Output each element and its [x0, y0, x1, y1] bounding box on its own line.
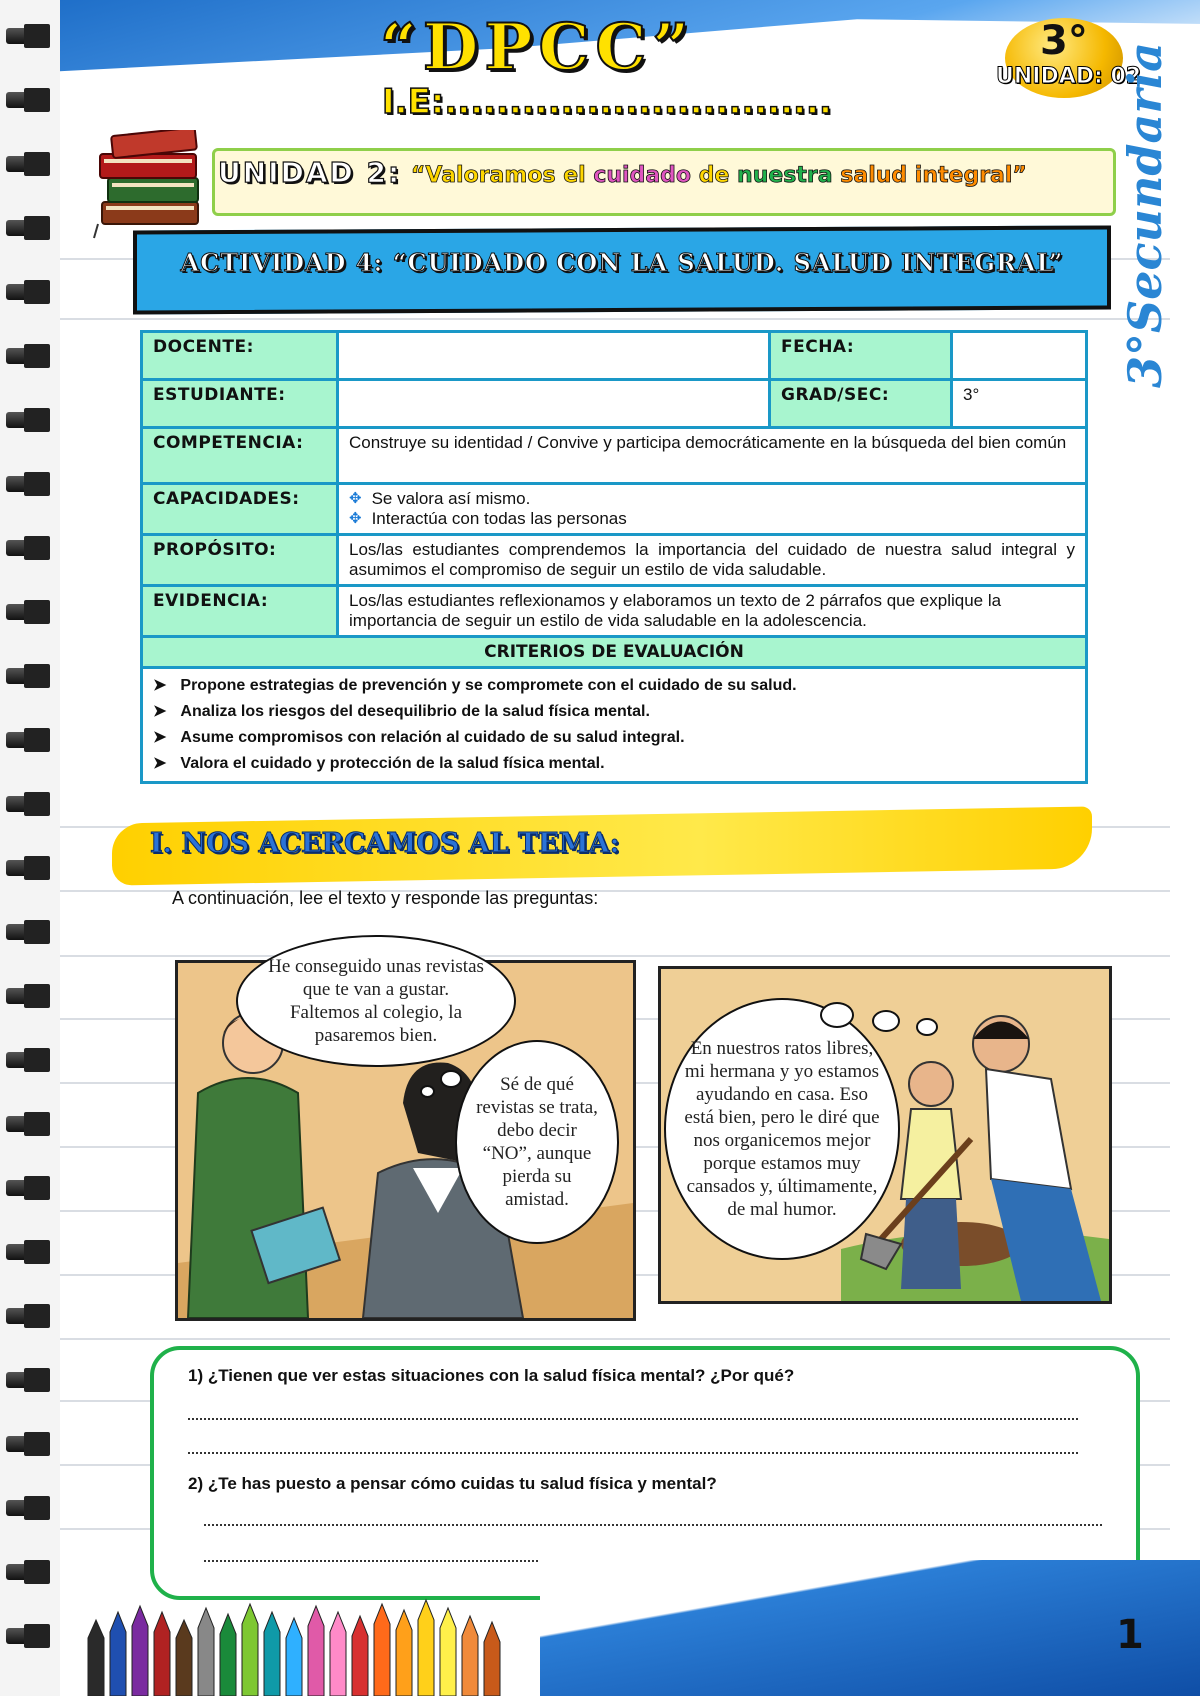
estudiante-field[interactable] — [338, 380, 770, 428]
thought-dot — [916, 1018, 938, 1036]
spiral-ring — [6, 1180, 46, 1196]
spiral-ring — [6, 1564, 46, 1580]
ruled-line — [60, 318, 1170, 320]
criterios-list — [142, 668, 1087, 783]
evidencia-value: Los/las estudiantes reflexionamos y elaboramos un texto de 2 párrafos que explique la importancia de seguir un estilo de vida saludable en la adolescencia. — [338, 586, 1087, 637]
unit-label: UNIDAD 2: — [218, 156, 402, 189]
spiral-ring — [6, 1500, 46, 1516]
question-2: 2) ¿Te has puesto a pensar cómo cuidas tu salud física y mental? — [188, 1474, 717, 1493]
thought-bubble — [664, 998, 900, 1260]
thought-dot — [440, 1070, 462, 1088]
capacidades-list — [338, 484, 1087, 535]
list-item — [153, 673, 1075, 699]
colored-pencils-icon — [78, 1598, 598, 1696]
spiral-ring — [6, 1308, 46, 1324]
answer-line[interactable] — [204, 1524, 1102, 1526]
arrow-bullet-icon: ➤ — [153, 729, 167, 746]
section-title: I. NOS ACERCAMOS AL TEMA: — [150, 828, 620, 859]
spiral-ring — [6, 1244, 46, 1260]
unit-title-part: cuidado — [593, 163, 692, 188]
grade-badge-number: 3° — [1040, 18, 1088, 64]
spiral-ring — [6, 1628, 46, 1644]
criterios-header: CRITERIOS DE EVALUACIÓN — [142, 637, 1087, 668]
ruled-line — [60, 955, 1170, 957]
spiral-ring — [6, 412, 46, 428]
speech-bubble — [236, 935, 516, 1067]
docente-label: DOCENTE: — [142, 332, 338, 380]
list-item — [153, 699, 1075, 725]
thought-dot — [820, 1002, 854, 1028]
unit-badge-label: UNIDAD: 02 — [996, 64, 1142, 89]
spiral-ring — [6, 732, 46, 748]
spiral-ring — [6, 604, 46, 620]
spiral-ring — [6, 1116, 46, 1132]
spiral-ring — [6, 92, 46, 108]
list-item — [349, 489, 1075, 509]
capacidad-text: Se valora así mismo. — [371, 489, 531, 508]
evidencia-label: EVIDENCIA: — [142, 586, 338, 637]
answer-line[interactable] — [188, 1452, 1078, 1454]
fecha-label: FECHA: — [770, 332, 952, 380]
thought-dot — [420, 1085, 435, 1098]
docente-field[interactable] — [338, 332, 770, 380]
fecha-field[interactable] — [952, 332, 1087, 380]
vertical-grade-label: 3°Secundaria — [1118, 42, 1172, 388]
criterio-text: Asume compromisos con relación al cuidado de su salud integral. — [180, 729, 685, 746]
unit-title-part: salud integral” — [832, 163, 1027, 188]
list-item — [349, 509, 1075, 529]
spiral-ring — [6, 988, 46, 1004]
arrow-bullet-icon: ➤ — [153, 677, 167, 694]
spiral-ring — [6, 476, 46, 492]
competencia-label: COMPETENCIA: — [142, 428, 338, 484]
books-icon — [92, 130, 210, 240]
bubble-text: Sé de qué revistas se trata, debo decir “NO”, aunque pierda su amistad. — [476, 1074, 598, 1210]
spiral-ring — [6, 1372, 46, 1388]
capacidades-label: CAPACIDADES: — [142, 484, 338, 535]
list-item — [153, 725, 1075, 751]
spiral-ring — [6, 796, 46, 812]
school-field: I.E:.............................. — [382, 82, 832, 122]
criterio-text: Propone estrategias de prevención y se compromete con el cuidado de su salud. — [180, 677, 797, 694]
spiral-binding — [0, 0, 60, 1696]
criterio-text: Analiza los riesgos del desequilibrio de la salud física mental. — [180, 703, 650, 720]
activity-title: ACTIVIDAD 4: “CUIDADO CON LA SALUD. SALUD INTEGRAL” — [180, 248, 1064, 277]
spiral-ring — [6, 156, 46, 172]
estudiante-label: ESTUDIANTE: — [142, 380, 338, 428]
activity-info-table — [140, 330, 1088, 784]
criterio-text: Valora el cuidado y protección de la salud física mental. — [180, 755, 605, 772]
bubble-text: En nuestros ratos libres, mi hermana y yo estamos ayudando en casa. Eso está bien, pero le diré que nos organicemos mejor porque estamos muy cansados y, últimamente, de mal humor. — [684, 1038, 880, 1220]
diamond-bullet-icon: ✥ — [349, 510, 362, 527]
capacidad-text: Interactúa con todas las personas — [371, 509, 627, 528]
bubble-text: He conseguido unas revistas que te van a gustar. Faltemos al colegio, la pasaremos bien. — [268, 956, 484, 1046]
question-1: 1) ¿Tienen que ver estas situaciones con la salud física mental? ¿Por qué? — [188, 1366, 795, 1385]
diamond-bullet-icon: ✥ — [349, 490, 362, 507]
thought-bubble — [455, 1040, 619, 1244]
spiral-ring — [6, 28, 46, 44]
unit-title-part: de — [691, 163, 738, 188]
arrow-bullet-icon: ➤ — [153, 703, 167, 720]
unit-title — [218, 156, 1027, 189]
spiral-ring — [6, 668, 46, 684]
spiral-ring — [6, 220, 46, 236]
spiral-ring — [6, 1436, 46, 1452]
footer-wave — [540, 1560, 1200, 1696]
page-number: 1 — [1116, 1612, 1144, 1658]
list-item — [153, 751, 1075, 777]
unit-title-part: “Valoramos el — [410, 163, 594, 188]
spiral-ring — [6, 860, 46, 876]
thought-dot — [872, 1010, 900, 1032]
gradsec-label: GRAD/SEC: — [770, 380, 952, 428]
proposito-label: PROPÓSITO: — [142, 535, 338, 586]
spiral-ring — [6, 284, 46, 300]
gradsec-field[interactable]: 3° — [952, 380, 1087, 428]
spiral-ring — [6, 1052, 46, 1068]
competencia-value: Construye su identidad / Convive y participa democráticamente en la búsqueda del bien común — [338, 428, 1087, 484]
unit-title-part: nuestra — [737, 163, 833, 188]
arrow-bullet-icon: ➤ — [153, 755, 167, 772]
spiral-ring — [6, 924, 46, 940]
answer-line[interactable] — [188, 1418, 1078, 1420]
proposito-value: Los/las estudiantes comprendemos la importancia del cuidado de nuestra salud integral y asumimos el compromiso de seguir un estilo de vida saludable. — [338, 535, 1087, 586]
spiral-ring — [6, 540, 46, 556]
brand-title: “DPCC” — [380, 10, 696, 85]
ruled-line — [60, 1338, 1170, 1340]
section-intro: A continuación, lee el texto y responde las preguntas: — [172, 888, 599, 908]
spiral-ring — [6, 348, 46, 364]
